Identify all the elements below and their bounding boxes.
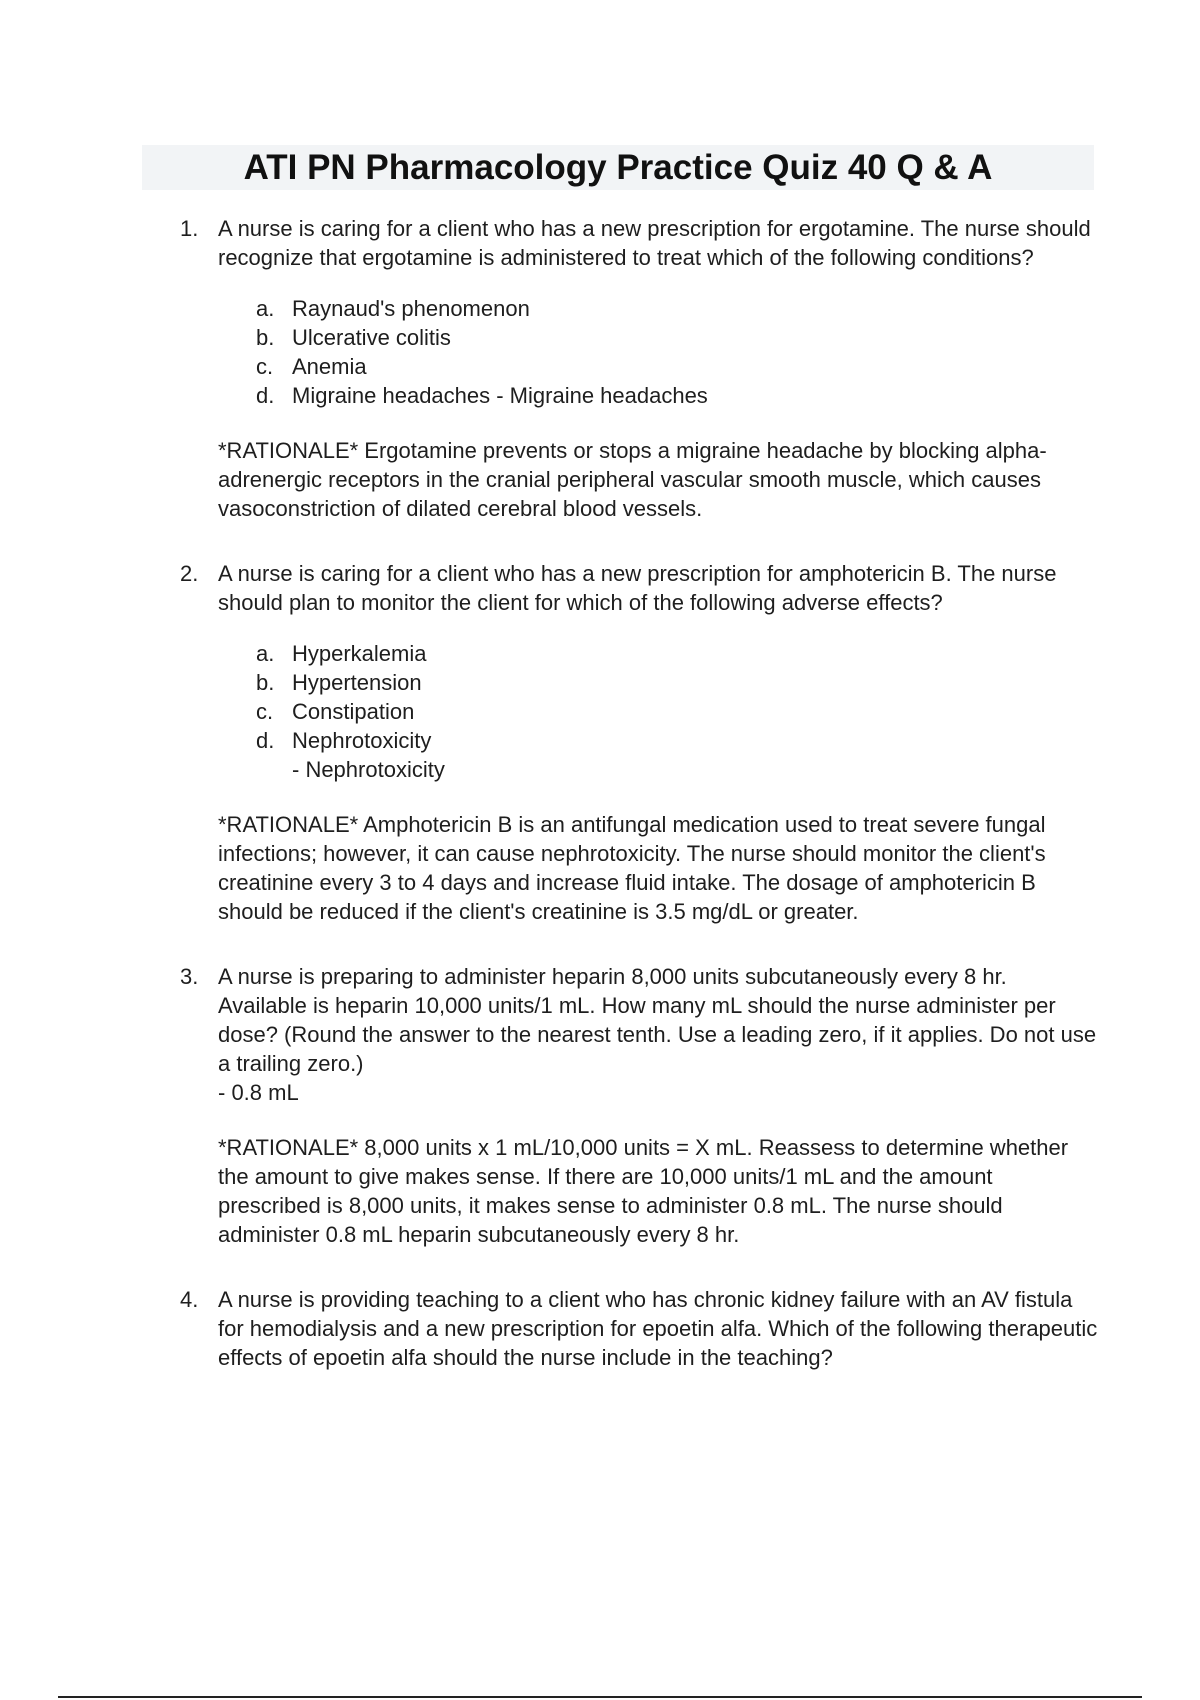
option-letter: d. (256, 383, 275, 408)
option-text: Constipation (292, 699, 415, 724)
document-title: ATI PN Pharmacology Practice Quiz 40 Q & A (243, 148, 993, 187)
option-d (256, 726, 1100, 784)
rationale-text: *RATIONALE* Amphotericin B is an antifungal medication used to treat severe fungal infections; however, it can cause nephrotoxicity. The nurse should monitor the client's creatinine every 3 to 4 days and increase fluid intake. The dosage of amphotericin B should be reduced if the client's creatinine is 3.5 mg/dL or greater. (218, 812, 1046, 924)
option-c (256, 697, 1100, 726)
option-text: Raynaud's phenomenon (292, 296, 530, 321)
option-letter: a. (256, 296, 275, 321)
option-letter: c. (256, 354, 274, 379)
question-number: 1. (180, 216, 199, 241)
rationale-text: *RATIONALE* Ergotamine prevents or stops a migraine headache by blocking alpha-adrenergic receptors in the cranial peripheral vascular smooth muscle, which causes vasoconstriction of dilated cerebral blood vessels. (218, 438, 1047, 521)
question-text: A nurse is caring for a client who has a new prescription for amphotericin B. The nurse should plan to monitor the client for which of the following adverse effects? (218, 561, 1057, 615)
option-letter: d. (256, 728, 275, 753)
question-2 (180, 559, 1100, 926)
answer-options (218, 639, 1100, 784)
option-d (256, 381, 1100, 410)
question-text: A nurse is caring for a client who has a new prescription for ergotamine. The nurse should recognize that ergotamine is administered to treat which of the following conditions? (218, 216, 1091, 270)
option-b (256, 323, 1100, 352)
correct-answer: - 0.8 mL (218, 1080, 299, 1105)
option-letter: c. (256, 699, 274, 724)
option-a (256, 294, 1100, 323)
option-text: Migraine headaches - Migraine headaches (292, 383, 708, 408)
question-number: 4. (180, 1287, 199, 1312)
option-letter: a. (256, 641, 275, 666)
option-letter: b. (256, 325, 275, 350)
option-text: Hyperkalemia (292, 641, 427, 666)
footer-divider (58, 1696, 1142, 1698)
correct-answer: - Nephrotoxicity (292, 757, 445, 782)
question-4 (180, 1285, 1100, 1372)
question-number: 3. (180, 964, 199, 989)
option-a (256, 639, 1100, 668)
quiz-content (180, 214, 1100, 1372)
rationale-text: *RATIONALE* 8,000 units x 1 mL/10,000 units = X mL. Reassess to determine whether the amount to give makes sense. If there are 10,000 units/1 mL and the amount prescribed is 8,000 units, it makes sense to administer 0.8 mL. The nurse should administer 0.8 mL heparin subcutaneously every 8 hr. (218, 1135, 1069, 1247)
option-b (256, 668, 1100, 697)
question-text: A nurse is preparing to administer heparin 8,000 units subcutaneously every 8 hr. Available is heparin 10,000 units/1 mL. How many mL should the nurse administer per dose? (Round the answer to the nearest tenth. Use a leading zero, if it applies. Do not use a trailing zero.) (218, 964, 1097, 1076)
option-letter: b. (256, 670, 275, 695)
question-1 (180, 214, 1100, 523)
answer-options (218, 294, 1100, 410)
question-3 (180, 962, 1100, 1249)
option-text: Anemia (292, 354, 367, 379)
question-text: A nurse is providing teaching to a client who has chronic kidney failure with an AV fistula for hemodialysis and a new prescription for epoetin alfa. Which of the following therapeutic effects of epoetin alfa should the nurse include in the teaching? (218, 1287, 1098, 1370)
option-text: Hypertension (292, 670, 422, 695)
option-text: Ulcerative colitis (292, 325, 451, 350)
question-number: 2. (180, 561, 199, 586)
option-text: Nephrotoxicity (292, 728, 432, 753)
option-c (256, 352, 1100, 381)
